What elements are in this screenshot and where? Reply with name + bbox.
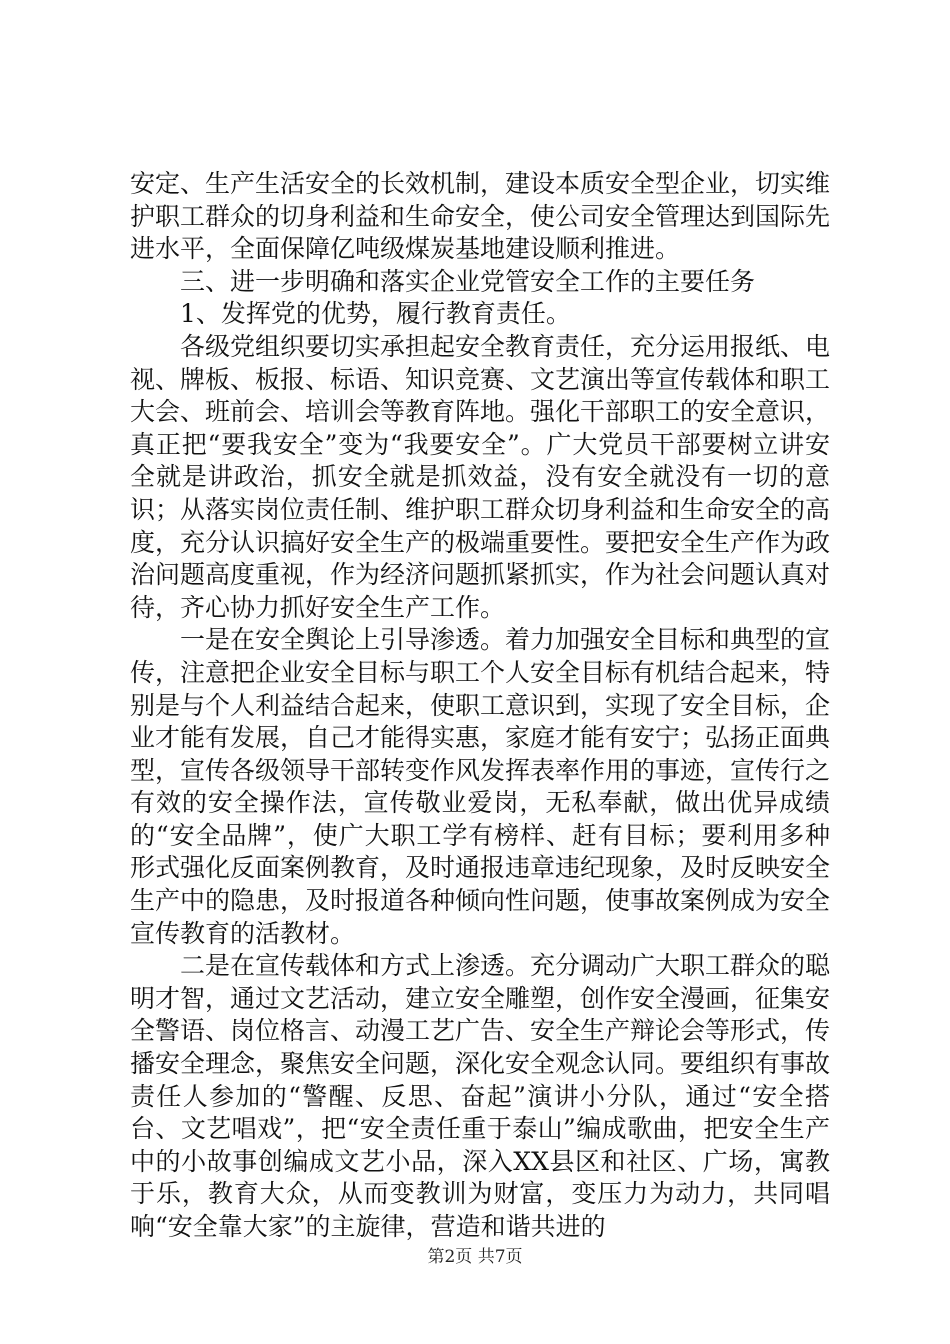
page-footer: 第2页 共7页 bbox=[427, 1247, 523, 1267]
paragraph-public-opinion: 一是在安全舆论上引导渗透。着力加强安全目标和典型的宣传，注意把企业安全目标与职工个人安全目标有机结合起来，特别是与个人利益结合起来，使职工意识到，实现了安全目标，企业才能有发展，自己才能得实惠，家庭才能有安宁；弘扬正面典型，宣传各级领导干部转变作风发挥表率作用的事迹，宣传行之有效的安全操作法，宣传敬业爱岗，无私奉献，做出优异成绩的“安全品牌”，使广大职工学有榜样、赶有目标；要利用多种形式强化反面案例教育，及时通报违章违纪现象，及时反映安全生产中的隐患，及时报道各种倾向性问题，使事故案例成为安全宣传教育的活教材。 bbox=[130, 625, 831, 948]
paragraph-publicity-carriers: 二是在宣传载体和方式上渗透。充分调动广大职工群众的聪明才智，通过文艺活动，建立安全雕塑，创作安全漫画，征集安全警语、岗位格言、动漫工艺广告、安全生产辩论会等形式，传播安全理念，聚焦安全问题，深化安全观念认同。要组织有事故责任人参加的“警醒、反思、奋起”演讲小分队，通过“安全搭台、文艺唱戏”，把“安全责任重于泰山”编成歌曲，把安全生产中的小故事创编成文艺小品，深入XX县区和社区、广场，寓教于乐，教育大众，从而变教训为财富，变压力为动力，共同唱响“安全靠大家”的主旋律，营造和谐共进的 bbox=[130, 951, 831, 1241]
document-body bbox=[130, 168, 830, 1244]
subsection-heading: 1、发挥党的优势，履行教育责任。 bbox=[180, 299, 571, 329]
section-heading: 三、进一步明确和落实企业党管安全工作的主要任务 bbox=[180, 266, 756, 296]
paragraph-education-responsibility: 各级党组织要切实承担起安全教育责任，充分运用报纸、电视、牌板、板报、标语、知识竞赛、文艺演出等宣传载体和职工大会、班前会、培训会等教育阵地。强化干部职工的安全意识，真正把“要我安全”变为“我要安全”。广大党员干部要树立讲安全就是讲政治，抓安全就是抓效益，没有安全就没有一切的意识；从落实岗位责任制、维护职工群众切身利益和生命安全的高度，充分认识搞好安全生产的极端重要性。要把安全生产作为政治问题高度重视，作为经济问题抓紧抓实，作为社会问题认真对待，齐心协力抓好安全生产工作。 bbox=[130, 331, 831, 622]
paragraph-continuation: 安定、生产生活安全的长效机制，建设本质安全型企业，切实维护职工群众的切身利益和生命安全，使公司安全管理达到国际先进水平，全面保障亿吨级煤炭基地建设顺利推进。 bbox=[130, 169, 831, 264]
